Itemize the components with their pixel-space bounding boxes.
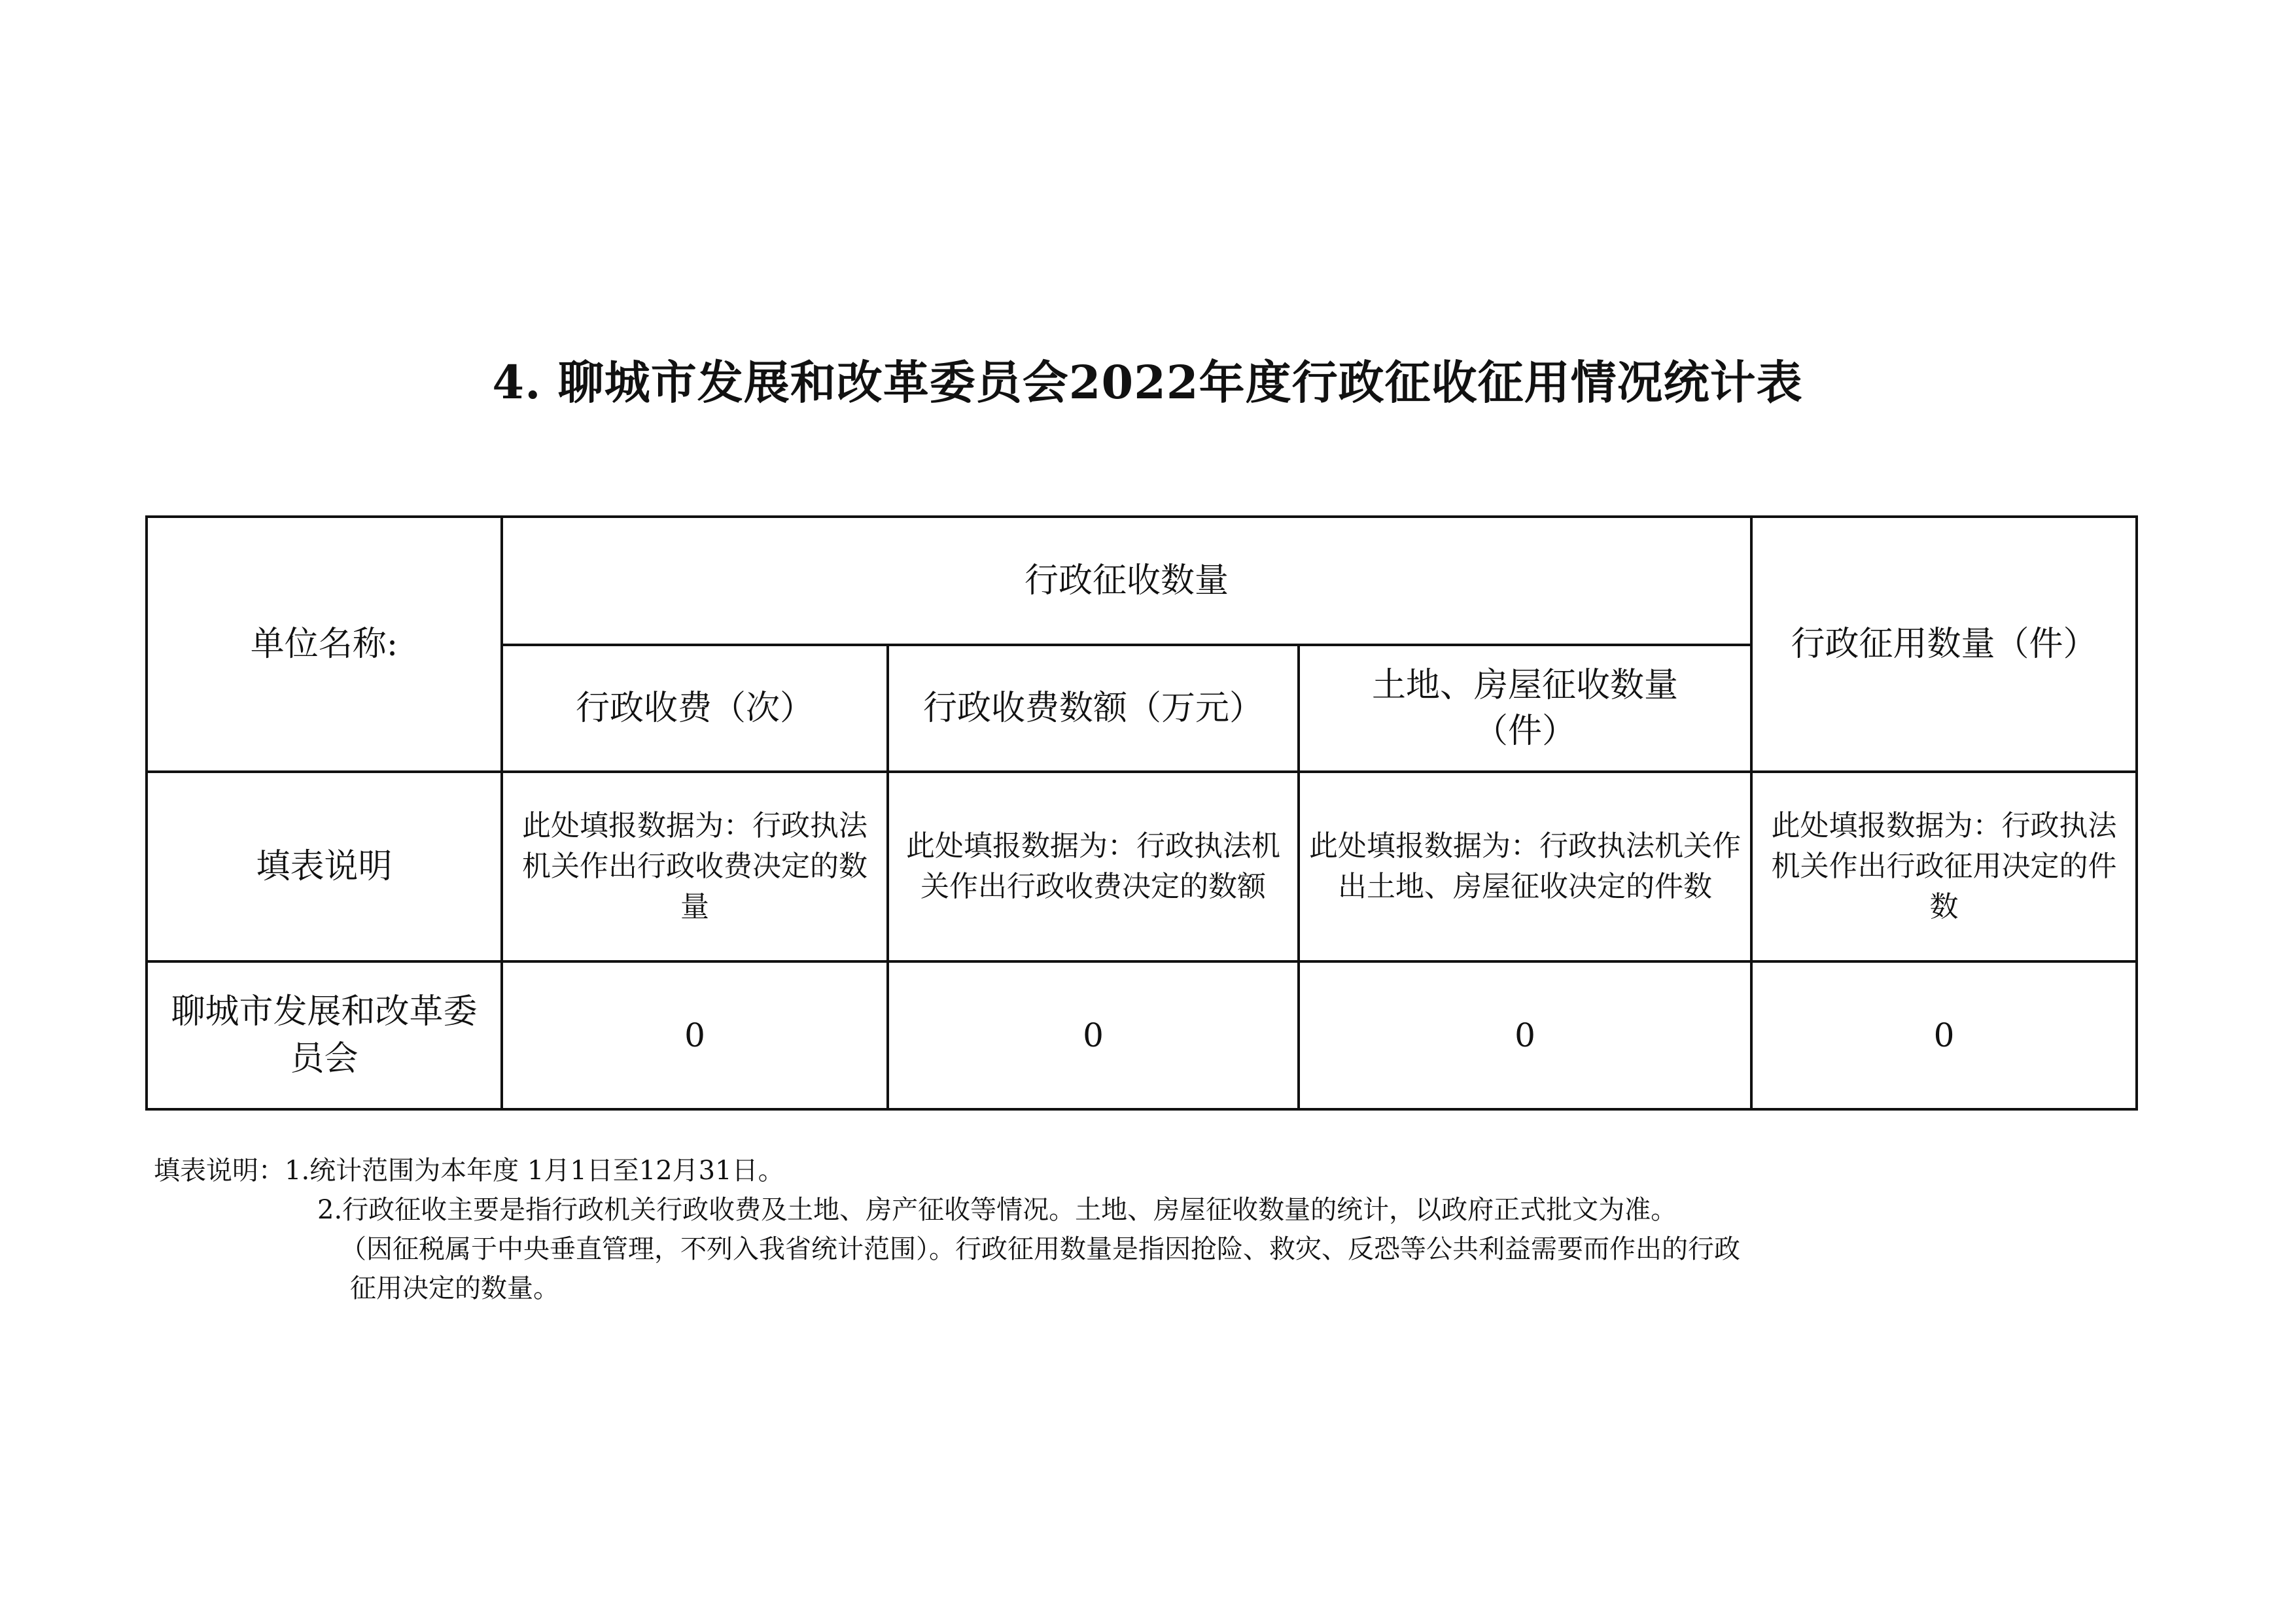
note-line-1: 填表说明：1.统计范围为本年度 1月1日至12月31日。 bbox=[154, 1156, 784, 1186]
description-row-label: 填表说明 bbox=[147, 772, 502, 961]
data-requisition: 0 bbox=[1751, 961, 2137, 1109]
description-row bbox=[147, 772, 2137, 961]
header-collection-group: 行政征收数量 bbox=[502, 517, 1751, 645]
header-land-house-line2: （件） bbox=[1473, 712, 1576, 751]
header-row-1 bbox=[147, 517, 2137, 645]
statistics-table bbox=[145, 515, 2138, 1111]
data-land-house: 0 bbox=[1299, 961, 1751, 1109]
note-line-3: （因征税属于中央垂直管理，不列入我省统计范围）。行政征用数量是指因抢险、救灾、反恐等公共利益需要而作出的行政 bbox=[340, 1234, 1740, 1264]
header-land-house-line1: 土地、房屋征收数量 bbox=[1371, 666, 1678, 705]
data-row bbox=[147, 961, 2137, 1109]
note-line-2: 2.行政征收主要是指行政机关行政收费及土地、房产征收等情况。土地、房屋征收数量的统计，以政府正式批文为准。 bbox=[317, 1195, 1677, 1225]
note-line-4: 征用决定的数量。 bbox=[350, 1273, 559, 1304]
description-fee-amount: 此处填报数据为：行政执法机关作出行政收费决定的数额 bbox=[888, 772, 1299, 961]
header-unit-name: 单位名称: bbox=[147, 517, 502, 772]
header-land-house-count bbox=[1299, 645, 1751, 772]
data-fee-amount: 0 bbox=[888, 961, 1299, 1109]
data-fee-count: 0 bbox=[502, 961, 888, 1109]
description-fee-count: 此处填报数据为：行政执法机关作出行政收费决定的数量 bbox=[502, 772, 888, 961]
page-title: 4. 聊城市发展和改革委员会2022年度行政征收征用情况统计表 bbox=[492, 355, 1803, 409]
header-fee-count: 行政收费（次） bbox=[502, 645, 888, 772]
fill-instructions bbox=[154, 1151, 2129, 1308]
description-land-house: 此处填报数据为：行政执法机关作出土地、房屋征收决定的件数 bbox=[1299, 772, 1751, 961]
description-requisition: 此处填报数据为：行政执法机关作出行政征用决定的件数 bbox=[1751, 772, 2137, 961]
header-requisition-count: 行政征用数量（件） bbox=[1751, 517, 2137, 772]
header-fee-amount: 行政收费数额（万元） bbox=[888, 645, 1299, 772]
data-row-unit: 聊城市发展和改革委员会 bbox=[147, 961, 502, 1109]
